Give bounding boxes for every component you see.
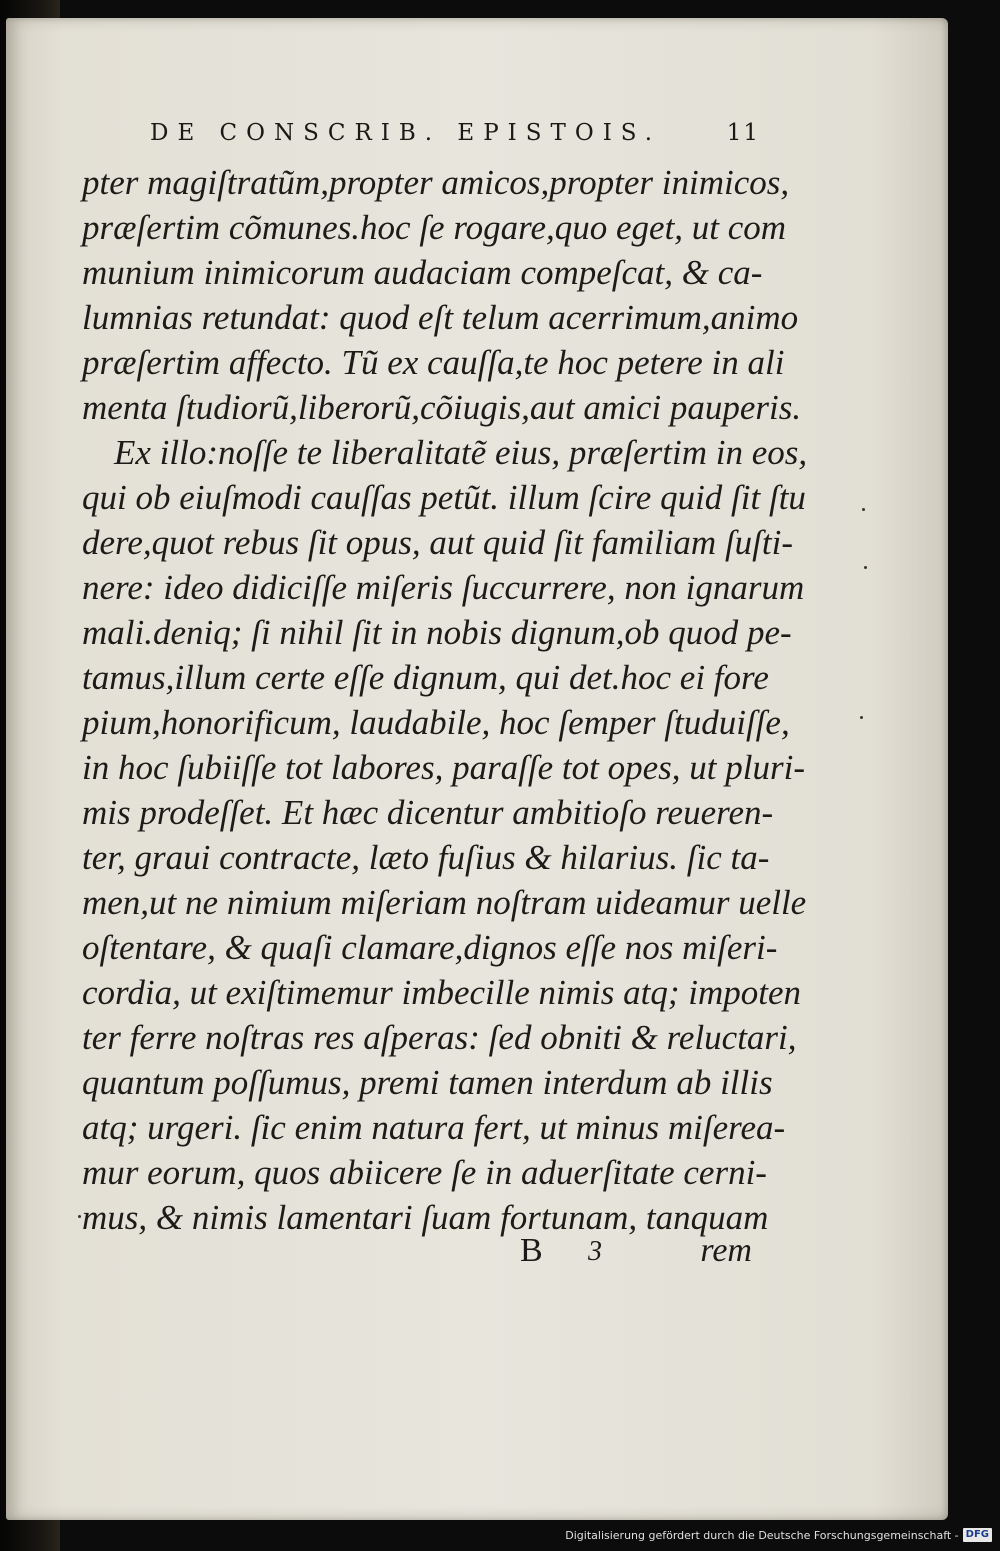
signature-letter: B <box>520 1232 543 1269</box>
folio-number: 11 <box>726 120 760 146</box>
running-head-title: DE CONSCRIB. EPISTOIS. <box>150 120 662 146</box>
text-line: ter, graui contracte, læto fuſius & hilarius. ſic ta- <box>82 838 770 877</box>
margin-mark <box>864 566 867 569</box>
text-line: atq; urgeri. ſic enim natura fert, ut minus miſerea- <box>82 1108 786 1147</box>
body-text <box>82 160 808 1240</box>
text-line: qui ob eiuſmodi cauſſas petũt. illum ſcire quid ſit ſtu <box>82 478 806 517</box>
text-line: mus, & nimis lamentari ſuam fortunam, tanquam <box>82 1198 769 1237</box>
text-line: lumnias retundat: quod eſt telum acerrimum,animo <box>82 298 799 337</box>
text-line: munium inimicorum audaciam compeſcat, & ca- <box>82 253 763 292</box>
text-line: nere: ideo didiciſſe miſeris ſuccurrere, non ignarum <box>82 568 805 607</box>
text-line: mur eorum, quos abiicere ſe in aduerſitate cerni- <box>82 1153 767 1192</box>
text-line: cordia, ut exiſtimemur imbecille nimis atq; impoten <box>82 973 801 1012</box>
text-line: men,ut ne nimium miſeriam noſtram uideamur uelle <box>82 883 807 922</box>
text-line: pter magiſtratũm,propter amicos,propter inimicos, <box>82 163 790 202</box>
running-header <box>150 120 760 156</box>
catchword-line <box>520 1232 752 1276</box>
margin-mark <box>78 1215 81 1218</box>
signature-number: 3 <box>588 1236 602 1267</box>
text-line: dere,quot rebus ſit opus, aut quid ſit familiam ſuſti- <box>82 523 794 562</box>
text-line: præſertim cõmunes.hoc ſe rogare,quo eget, ut com <box>82 208 787 247</box>
text-line: tamus,illum certe eſſe dignum, qui det.hoc ei fore <box>82 658 769 697</box>
text-line: menta ſtudiorũ,liberorũ,cõiugis,aut amici pauperis. <box>82 388 802 427</box>
text-line: in hoc ſubiiſſe tot labores, paraſſe tot opes, ut pluri- <box>82 748 805 787</box>
digitization-credit <box>565 1527 992 1543</box>
dfg-logo: DFG <box>963 1528 992 1542</box>
margin-mark <box>862 508 865 511</box>
text-line: mali.deniq; ſi nihil ſit in nobis dignum,ob quod pe- <box>82 613 792 652</box>
credit-text: Digitalisierung gefördert durch die Deutsche Forschungsgemeinschaft - <box>565 1528 959 1542</box>
text-line: quantum poſſumus, premi tamen interdum ab illis <box>82 1063 773 1102</box>
text-line: ter ferre noſtras res aſperas: ſed obniti & reluctari, <box>82 1018 797 1057</box>
text-line: Ex illo:noſſe te liberalitatẽ eius, præſertim in eos, <box>114 433 808 472</box>
text-line: pium,honorificum, laudabile, hoc ſemper ſtuduiſſe, <box>82 703 790 742</box>
text-line: oſtentare, & quaſi clamare,dignos eſſe nos miſeri- <box>82 928 778 967</box>
margin-mark <box>860 716 863 719</box>
text-line: mis prodeſſet. Et hæc dicentur ambitioſo reueren- <box>82 793 774 832</box>
text-line: præſertim affecto. Tũ ex cauſſa,te hoc petere in ali <box>82 343 785 382</box>
catchword: rem <box>700 1232 752 1269</box>
